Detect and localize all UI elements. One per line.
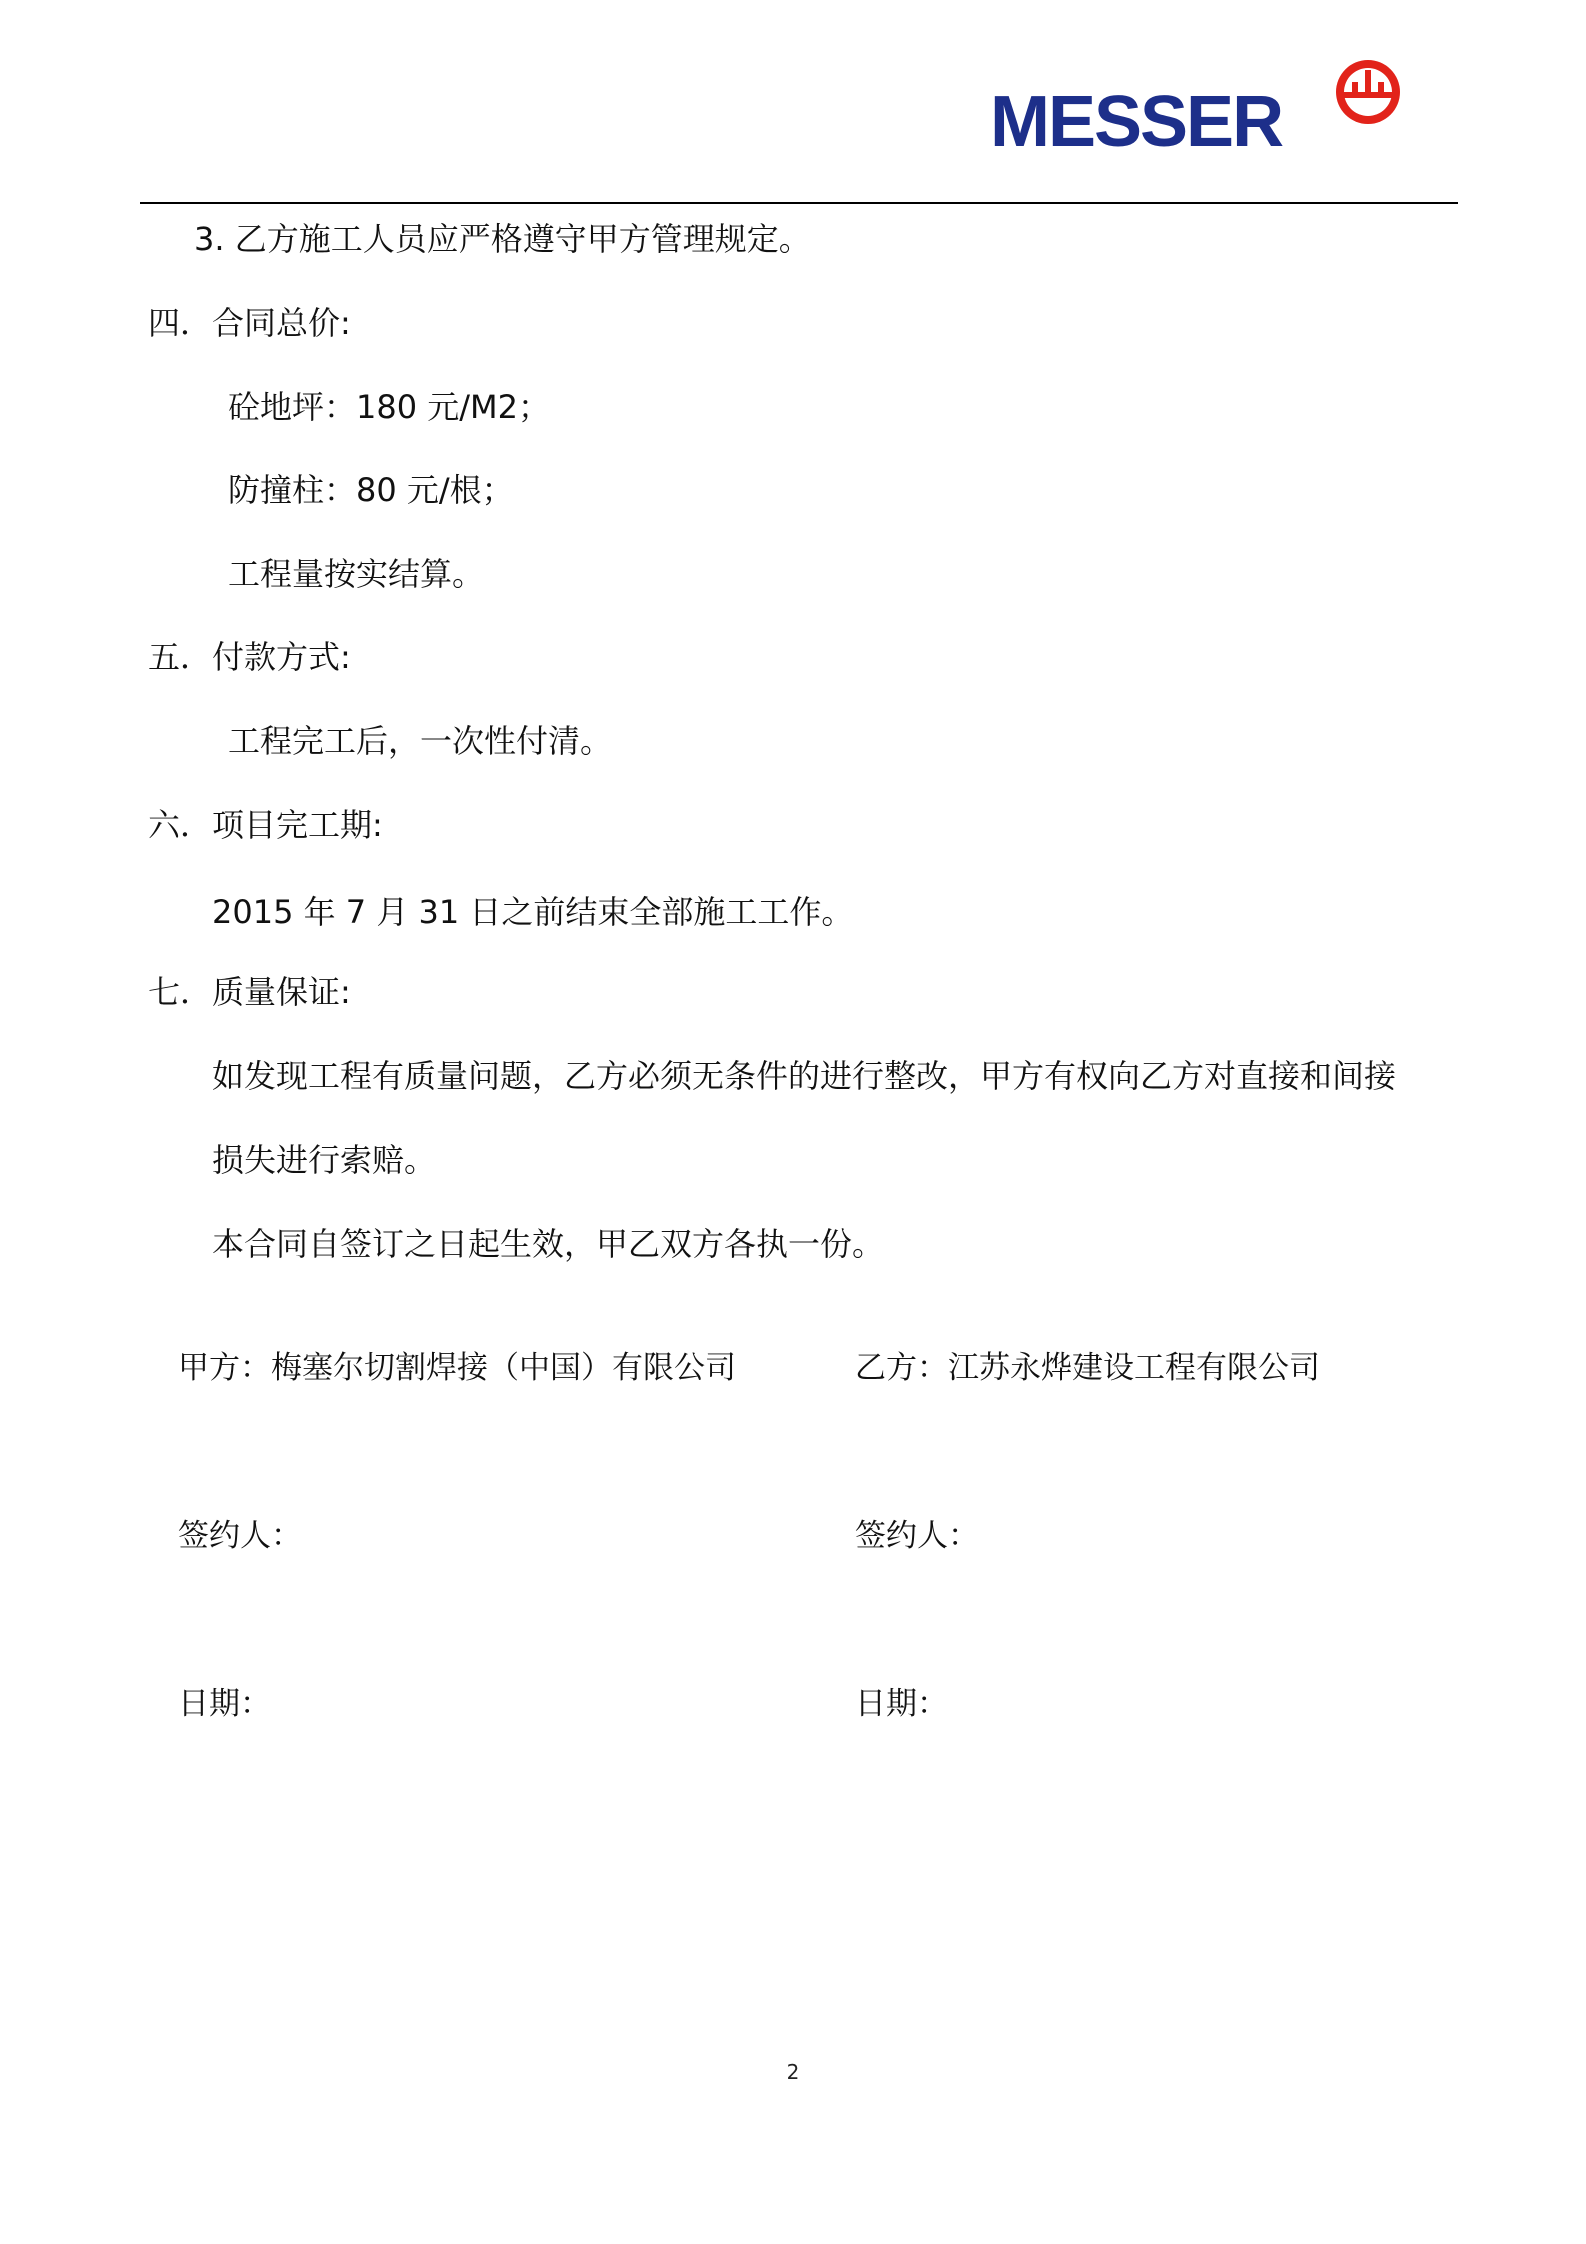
- clause-3: 3. 乙方施工人员应严格遵守甲方管理规定。: [194, 220, 811, 258]
- party-b-signer: 签约人：: [855, 1518, 979, 1554]
- messer-mark-icon: [1330, 58, 1406, 130]
- section-6-heading: 六．项目完工期:: [148, 806, 383, 844]
- party-b-date: 日期：: [855, 1686, 948, 1722]
- section-7-heading: 七．质量保证:: [148, 973, 351, 1011]
- party-a-name: 甲方：梅塞尔切割焊接（中国）有限公司: [178, 1350, 736, 1386]
- section-4-heading: 四．合同总价:: [148, 304, 351, 342]
- party-b-name: 乙方：江苏永烨建设工程有限公司: [855, 1350, 1320, 1386]
- section-5-heading: 五．付款方式:: [148, 638, 351, 676]
- page-number: 2: [786, 2060, 800, 2084]
- messer-logo: [990, 58, 1410, 162]
- header-divider: [140, 202, 1458, 204]
- quality-clause-line-2: 损失进行索赔。: [212, 1141, 437, 1179]
- logo-text: MESSER: [990, 82, 1283, 162]
- effective-clause: 本合同自签订之日起生效，甲乙双方各执一份。: [212, 1225, 885, 1263]
- payment-terms: 工程完工后，一次性付清。: [228, 722, 613, 760]
- price-concrete-floor: 砼地坪：180 元/M2；: [228, 388, 551, 426]
- completion-date: 2015 年 7 月 31 日之前结束全部施工工作。: [212, 893, 854, 931]
- price-bollard: 防撞柱：80 元/根；: [228, 471, 514, 509]
- settlement-note: 工程量按实结算。: [228, 555, 485, 593]
- quality-clause-line-1: 如发现工程有质量问题，乙方必须无条件的进行整改，甲方有权向乙方对直接和间接: [212, 1057, 1397, 1095]
- party-a-signer: 签约人：: [178, 1518, 302, 1554]
- party-a-date: 日期：: [178, 1686, 271, 1722]
